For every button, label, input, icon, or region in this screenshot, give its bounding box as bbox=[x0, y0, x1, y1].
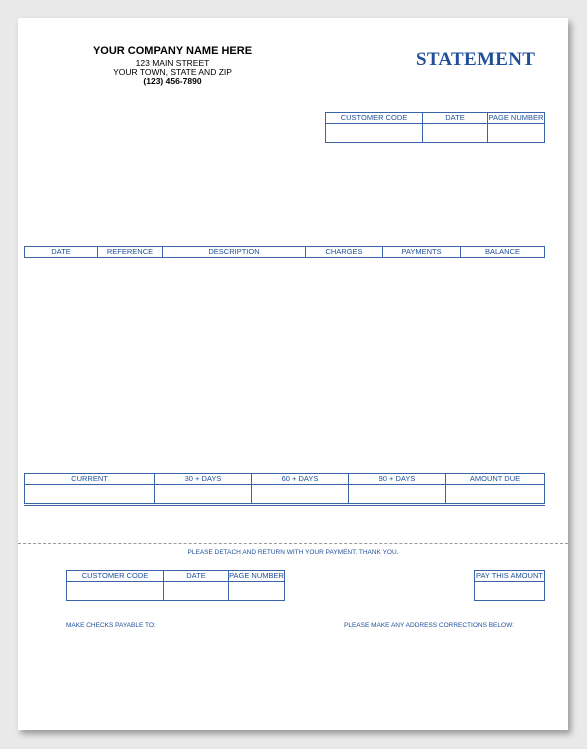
remit-date-field[interactable] bbox=[164, 582, 229, 601]
90-days-amount-field[interactable] bbox=[349, 485, 446, 504]
header-col-customer-code: CUSTOMER CODE bbox=[326, 113, 423, 124]
customer-code-field[interactable] bbox=[326, 124, 423, 143]
remit-col-page-number: PAGE NUMBER bbox=[229, 571, 284, 581]
tx-col-date: DATE bbox=[25, 247, 98, 258]
aging-bottom-rule bbox=[24, 505, 545, 506]
pay-amount-label: PAY THIS AMOUNT bbox=[476, 571, 543, 581]
aging-col-30-days: 30 + DAYS bbox=[155, 474, 252, 485]
current-amount-field[interactable] bbox=[25, 485, 155, 504]
aging-col-90-days: 90 + DAYS bbox=[349, 474, 446, 485]
detach-note: PLEASE DETACH AND RETURN WITH YOUR PAYMENT. THANK YOU. bbox=[187, 549, 399, 556]
tx-col-payments: PAYMENTS bbox=[383, 247, 461, 258]
page-number-field[interactable] bbox=[488, 124, 545, 143]
company-city: YOUR TOWN, STATE AND ZIP bbox=[113, 67, 232, 77]
tx-col-reference: REFERENCE bbox=[98, 247, 163, 258]
tx-col-charges: CHARGES bbox=[306, 247, 383, 258]
address-corrections-label: PLEASE MAKE ANY ADDRESS CORRECTIONS BELOW: bbox=[344, 622, 514, 629]
company-street: 123 MAIN STREET bbox=[135, 58, 210, 68]
aging-col-amount-due: AMOUNT DUE bbox=[446, 474, 545, 485]
pay-amount-field[interactable] bbox=[475, 582, 545, 601]
header-info-box bbox=[325, 112, 545, 143]
checks-payable-label: MAKE CHECKS PAYABLE TO: bbox=[66, 622, 156, 629]
statement-title: STATEMENT bbox=[416, 49, 536, 70]
remit-col-customer-code: CUSTOMER CODE bbox=[67, 571, 164, 582]
aging-table bbox=[24, 473, 545, 504]
remit-info-box bbox=[66, 570, 285, 601]
tx-col-balance: BALANCE bbox=[461, 247, 545, 258]
remit-customer-code-field[interactable] bbox=[67, 582, 164, 601]
aging-col-current: CURRENT bbox=[25, 474, 155, 485]
remit-page-number-field[interactable] bbox=[229, 582, 285, 601]
tx-col-description: DESCRIPTION bbox=[163, 247, 306, 258]
remit-col-date: DATE bbox=[164, 571, 229, 582]
detach-line bbox=[18, 543, 568, 544]
60-days-amount-field[interactable] bbox=[252, 485, 349, 504]
header-col-page-number: PAGE NUMBER bbox=[488, 113, 544, 123]
amount-due-field[interactable] bbox=[446, 485, 545, 504]
header-col-date: DATE bbox=[423, 113, 488, 124]
date-field[interactable] bbox=[423, 124, 488, 143]
company-phone: (123) 456-7890 bbox=[143, 76, 202, 86]
pay-amount-box bbox=[474, 570, 545, 601]
statement-form bbox=[18, 18, 568, 730]
30-days-amount-field[interactable] bbox=[155, 485, 252, 504]
company-name: YOUR COMPANY NAME HERE bbox=[92, 45, 253, 57]
transactions-header bbox=[24, 246, 545, 258]
aging-col-60-days: 60 + DAYS bbox=[252, 474, 349, 485]
